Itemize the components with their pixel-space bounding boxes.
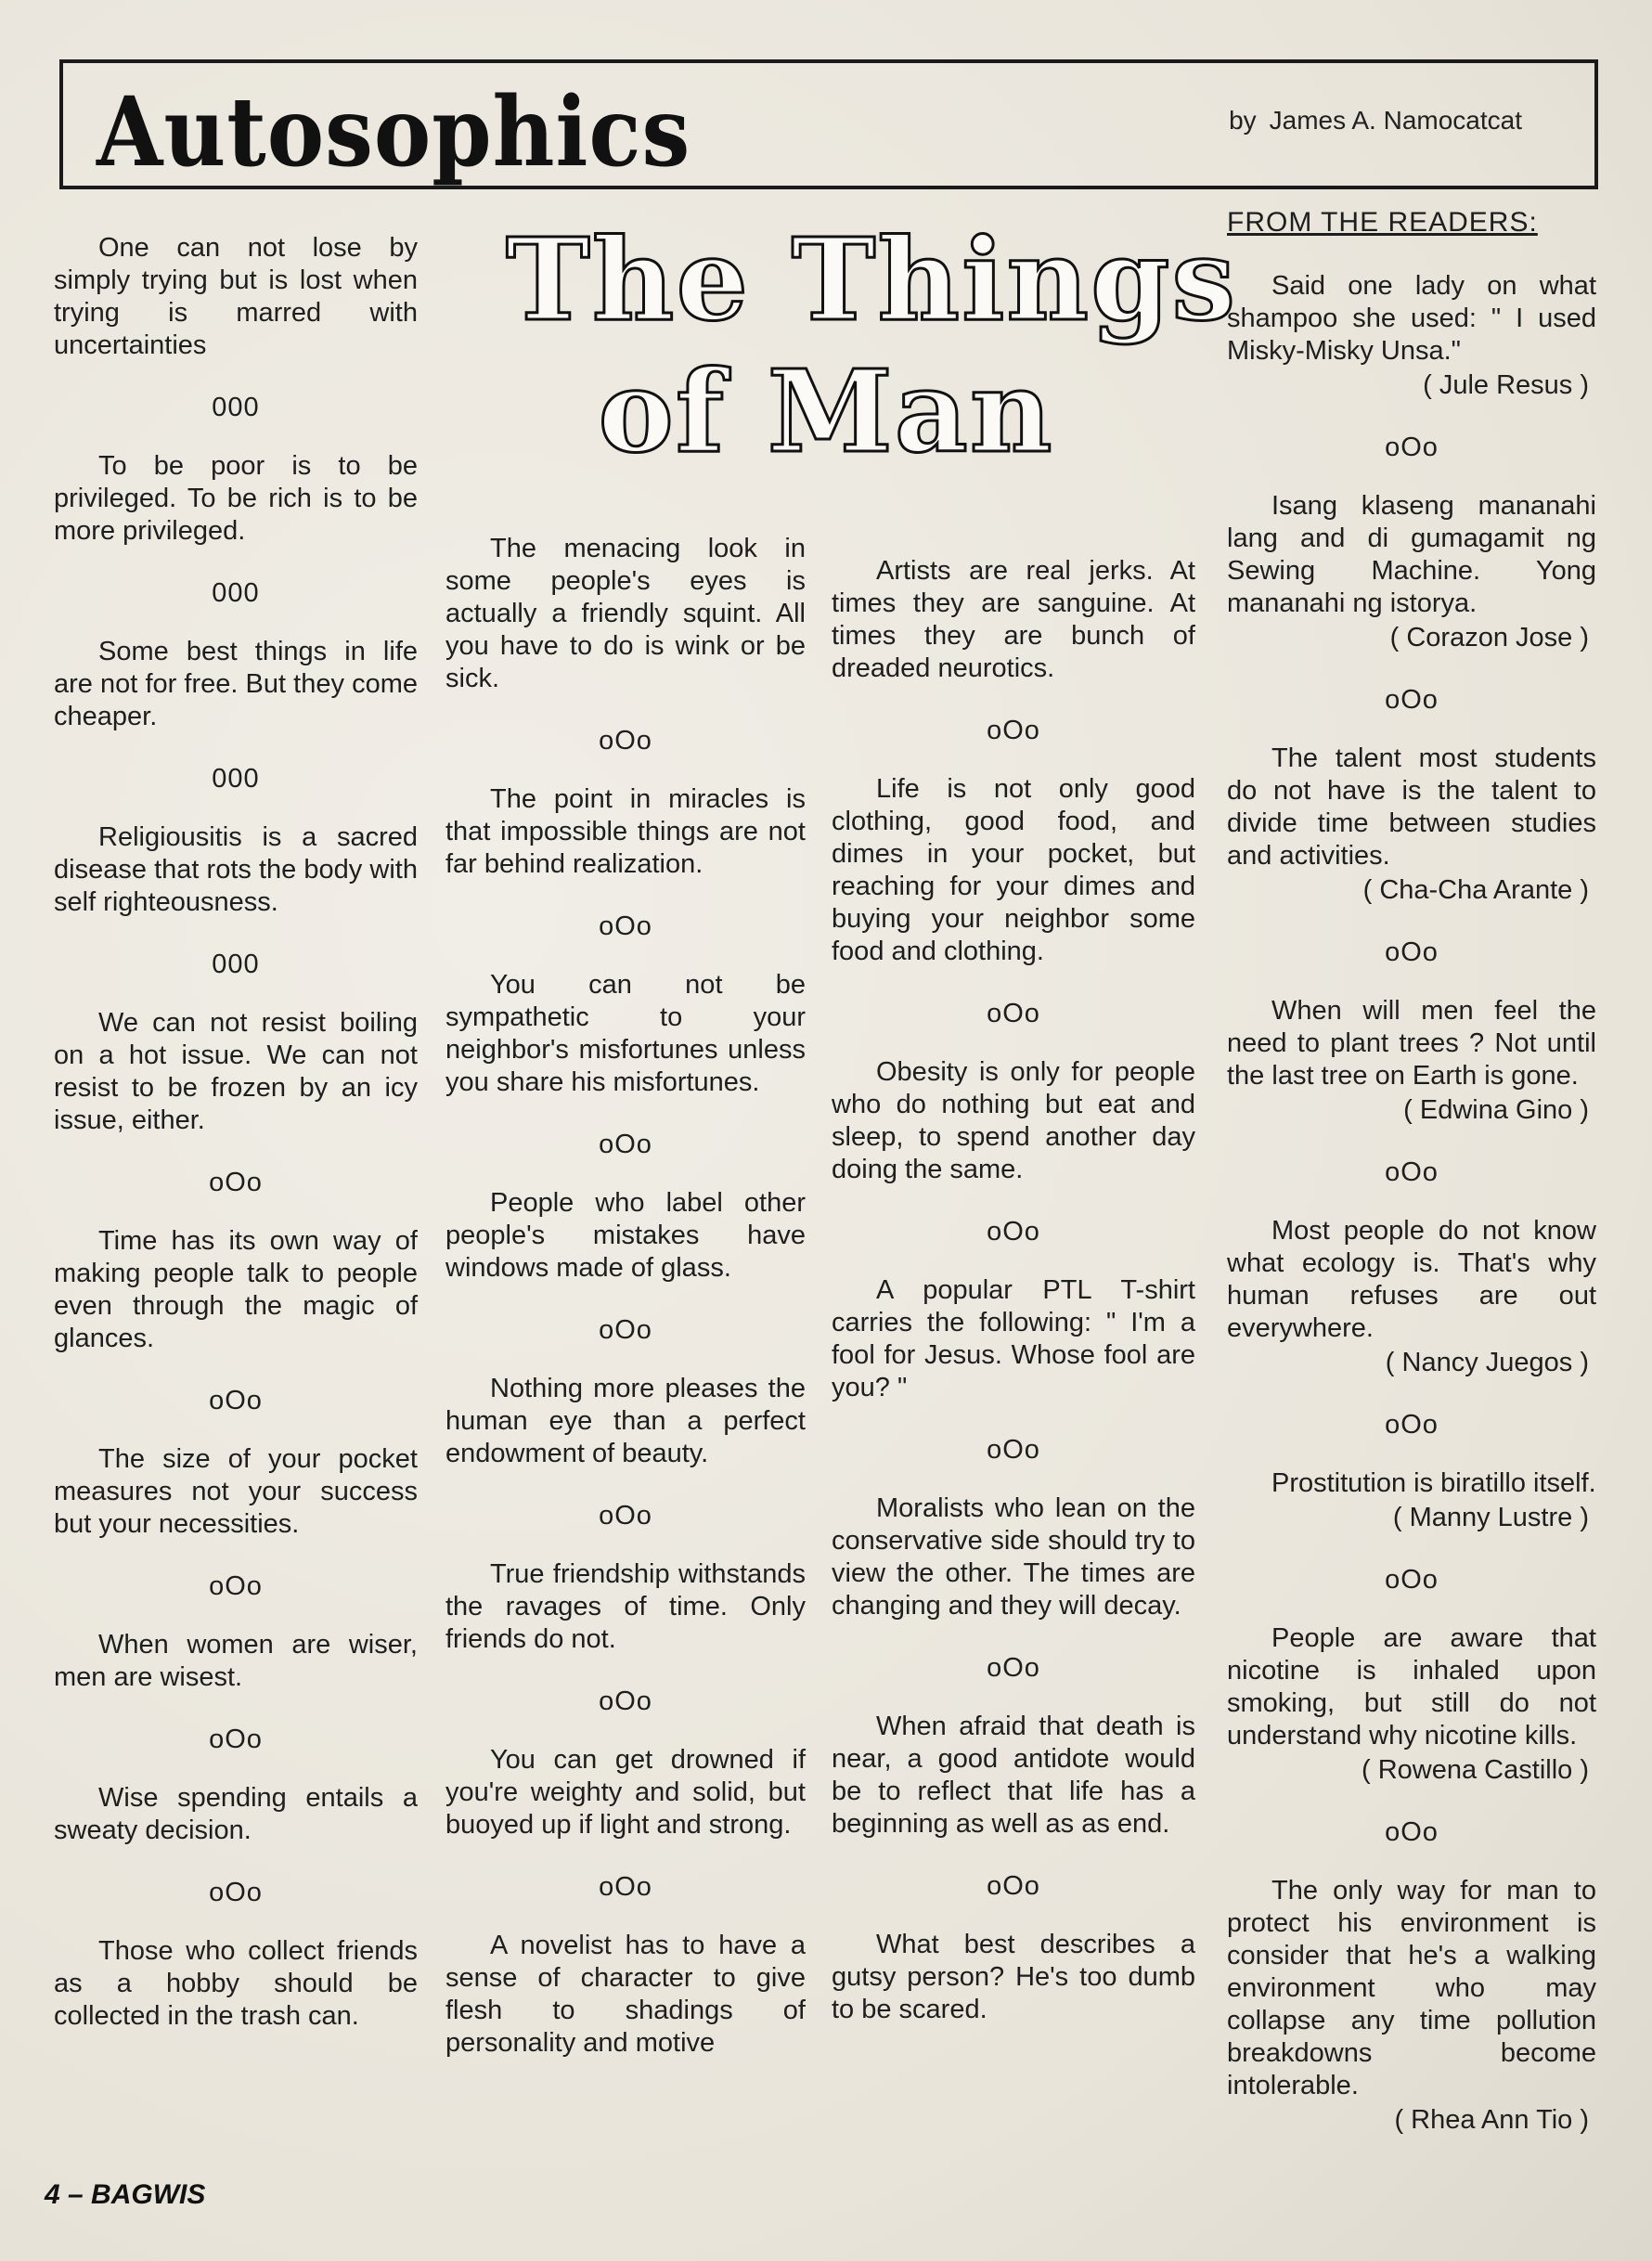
aphorism <box>445 533 806 695</box>
reader-text: Isang klaseng mananahi lang and di gumagamit ng Sewing Machine. Yong mananahi ng istorya. <box>1227 491 1596 618</box>
separator: oOo <box>987 999 1040 1028</box>
reader-credit: ( Jule Resus ) <box>1423 370 1589 400</box>
aphorism-text: Moralists who lean on the conservative side should try to view the other. The times are changing and they will decay. <box>832 1493 1195 1621</box>
aphorism <box>445 1744 806 1841</box>
reader-submission <box>1227 995 1596 1127</box>
reader-text: The talent most students do not have is the talent to divide time between studies and activities. <box>1227 743 1596 871</box>
separator: 000 <box>212 764 260 794</box>
aphorism-text: Artists are real jerks. At times they are sanguine. At times they are bunch of dreaded neurotics. <box>832 556 1195 683</box>
separator: 000 <box>212 393 260 422</box>
reader-submission <box>1227 270 1596 402</box>
separator: oOo <box>599 1872 652 1902</box>
aphorism-text: Obesity is only for people who do nothing but eat and sleep, to spend another day doing the same. <box>832 1057 1195 1184</box>
aphorism <box>445 1558 806 1656</box>
aphorism <box>54 450 418 548</box>
aphorism <box>445 1930 806 2060</box>
aphorism <box>54 1782 418 1847</box>
aphorism-text: What best describes a gutsy person? He's too dumb to be scared. <box>832 1930 1195 2024</box>
aphorism-text: Life is not only good clothing, good food, and dimes in your pocket, but reaching for your dimes and buying your neighbor some food and clothing. <box>832 774 1195 966</box>
column-title: Autosophics <box>97 75 691 188</box>
separator: oOo <box>209 1725 263 1754</box>
aphorism <box>54 232 418 362</box>
aphorism-text: The menacing look in some people's eyes is actually a friendly squint. All you have to do is wink or be sick. <box>445 534 806 693</box>
byline-author: James A. Namocatcat <box>1269 106 1522 135</box>
reader-submission <box>1227 1875 1596 2137</box>
aphorism-text: You can not be sympathetic to your neighbor's misfortunes unless you share his misfortunes. <box>445 970 806 1097</box>
separator: oOo <box>599 1315 652 1345</box>
page-footer: 4 – BAGWIS <box>45 2179 206 2210</box>
reader-submission <box>1227 490 1596 654</box>
aphorism-text: To be poor is to be privileged. To be rich is to be more privileged. <box>54 451 418 546</box>
aphorism-text: Some best things in life are not for free. But they come cheaper. <box>54 637 418 731</box>
separator: oOo <box>987 1217 1040 1247</box>
aphorism <box>832 1274 1195 1404</box>
separator: oOo <box>209 1386 263 1415</box>
separator: 000 <box>212 950 260 979</box>
separator: oOo <box>599 1686 652 1716</box>
separator: oOo <box>1385 1565 1439 1595</box>
separator: oOo <box>1385 685 1439 715</box>
reader-text: When will men feel the need to plant trees ? Not until the last tree on Earth is gone. <box>1227 996 1596 1091</box>
readers-column <box>1227 206 1596 2137</box>
reader-text: Prostitution is biratillo itself. <box>1271 1468 1596 1498</box>
separator: oOo <box>599 1130 652 1159</box>
column-2 <box>445 533 806 2060</box>
reader-submission <box>1227 743 1596 907</box>
reader-text: Said one lady on what shampoo she used: " I used Misky-Misky Unsa." <box>1227 271 1596 366</box>
reader-text: Most people do not know what ecology is. That's why human refuses are out everywhere. <box>1227 1216 1596 1343</box>
aphorism <box>54 1007 418 1137</box>
aphorism <box>54 1443 418 1541</box>
aphorism <box>832 1929 1195 2026</box>
aphorism-text: The size of your pocket measures not your success but your necessities. <box>54 1444 418 1539</box>
separator: oOo <box>1385 1157 1439 1187</box>
aphorism-text: People who label other people's mistakes have windows made of glass. <box>445 1188 806 1283</box>
separator: oOo <box>1385 433 1439 462</box>
aphorism <box>54 821 418 919</box>
aphorism <box>445 1373 806 1470</box>
aphorism-text: Wise spending entails a sweaty decision. <box>54 1783 418 1845</box>
separator: oOo <box>599 911 652 941</box>
aphorism <box>54 1935 418 2033</box>
aphorism <box>54 636 418 733</box>
aphorism-text: Time has its own way of making people talk to people even through the magic of glances. <box>54 1226 418 1353</box>
aphorism <box>445 1187 806 1285</box>
aphorism-text: One can not lose by simply trying but is lost when trying is marred with uncertainties <box>54 233 418 360</box>
column-3 <box>832 555 1195 2026</box>
aphorism-text: The point in miracles is that impossible things are not far behind realization. <box>445 784 806 879</box>
aphorism <box>54 1629 418 1694</box>
separator: oOo <box>1385 937 1439 967</box>
aphorism-text: When women are wiser, men are wisest. <box>54 1630 418 1692</box>
separator: oOo <box>1385 1410 1439 1440</box>
reader-credit: ( Manny Lustre ) <box>1392 1503 1589 1532</box>
separator: oOo <box>987 1435 1040 1465</box>
separator: oOo <box>209 1878 263 1907</box>
separator: oOo <box>1385 1817 1439 1847</box>
aphorism <box>832 773 1195 968</box>
reader-submission <box>1227 1622 1596 1787</box>
aphorism-text: When afraid that death is near, a good antidote would be to reflect that life has a beginning as well as as end. <box>832 1712 1195 1839</box>
separator: 000 <box>212 578 260 608</box>
separator: oOo <box>209 1571 263 1601</box>
aphorism <box>832 1492 1195 1622</box>
aphorism-text: You can get drowned if you're weighty and solid, but buoyed up if light and strong. <box>445 1745 806 1840</box>
column-1 <box>54 232 418 2033</box>
reader-credit: ( Cha-Cha Arante ) <box>1362 875 1589 905</box>
separator: oOo <box>599 1501 652 1531</box>
article-title-line-1: The Things <box>506 213 1238 346</box>
reader-credit: ( Edwina Gino ) <box>1403 1095 1589 1125</box>
aphorism-text: A novelist has to have a sense of character to give flesh to shadings of personality and motive <box>445 1931 806 2058</box>
byline-by: by <box>1229 106 1257 135</box>
aphorism-text: We can not resist boiling on a hot issue. We can not resist to be frozen by an icy issue, either. <box>54 1008 418 1135</box>
column-header-box <box>59 59 1598 189</box>
aphorism <box>832 1056 1195 1186</box>
byline <box>1229 106 1522 136</box>
aphorism-text: A popular PTL T-shirt carries the following: " I'm a fool for Jesus. Whose fool are you? " <box>832 1275 1195 1402</box>
separator: oOo <box>987 1653 1040 1683</box>
aphorism <box>832 555 1195 685</box>
aphorism-text: True friendship withstands the ravages of time. Only friends do not. <box>445 1559 806 1654</box>
reader-credit: ( Rhea Ann Tio ) <box>1394 2105 1589 2135</box>
separator: oOo <box>599 726 652 756</box>
aphorism <box>445 969 806 1099</box>
reader-submission <box>1227 1467 1596 1534</box>
aphorism-text: Religiousitis is a sacred disease that rots the body with self righteousness. <box>54 822 418 917</box>
aphorism <box>445 783 806 881</box>
reader-credit: ( Nancy Juegos ) <box>1385 1348 1589 1377</box>
readers-heading: FROM THE READERS: <box>1227 207 1538 238</box>
aphorism-text: Those who collect friends as a hobby should be collected in the trash can. <box>54 1936 418 2031</box>
aphorism <box>54 1225 418 1355</box>
article-title-line-2: of Man <box>598 344 1054 478</box>
reader-submission <box>1227 1215 1596 1379</box>
aphorism-text: Nothing more pleases the human eye than a perfect endowment of beauty. <box>445 1374 806 1468</box>
separator: oOo <box>987 1871 1040 1901</box>
reader-text: The only way for man to protect his environment is consider that he's a walking environment who may collapse any time pollution breakdowns become intolerable. <box>1227 1876 1596 2100</box>
aphorism <box>832 1711 1195 1841</box>
separator: oOo <box>987 716 1040 745</box>
reader-credit: ( Corazon Jose ) <box>1389 623 1589 652</box>
reader-text: People are aware that nicotine is inhaled upon smoking, but still do not understand why nicotine kills. <box>1227 1623 1596 1751</box>
reader-credit: ( Rowena Castillo ) <box>1362 1755 1589 1785</box>
article-title <box>506 213 1238 478</box>
separator: oOo <box>209 1168 263 1197</box>
